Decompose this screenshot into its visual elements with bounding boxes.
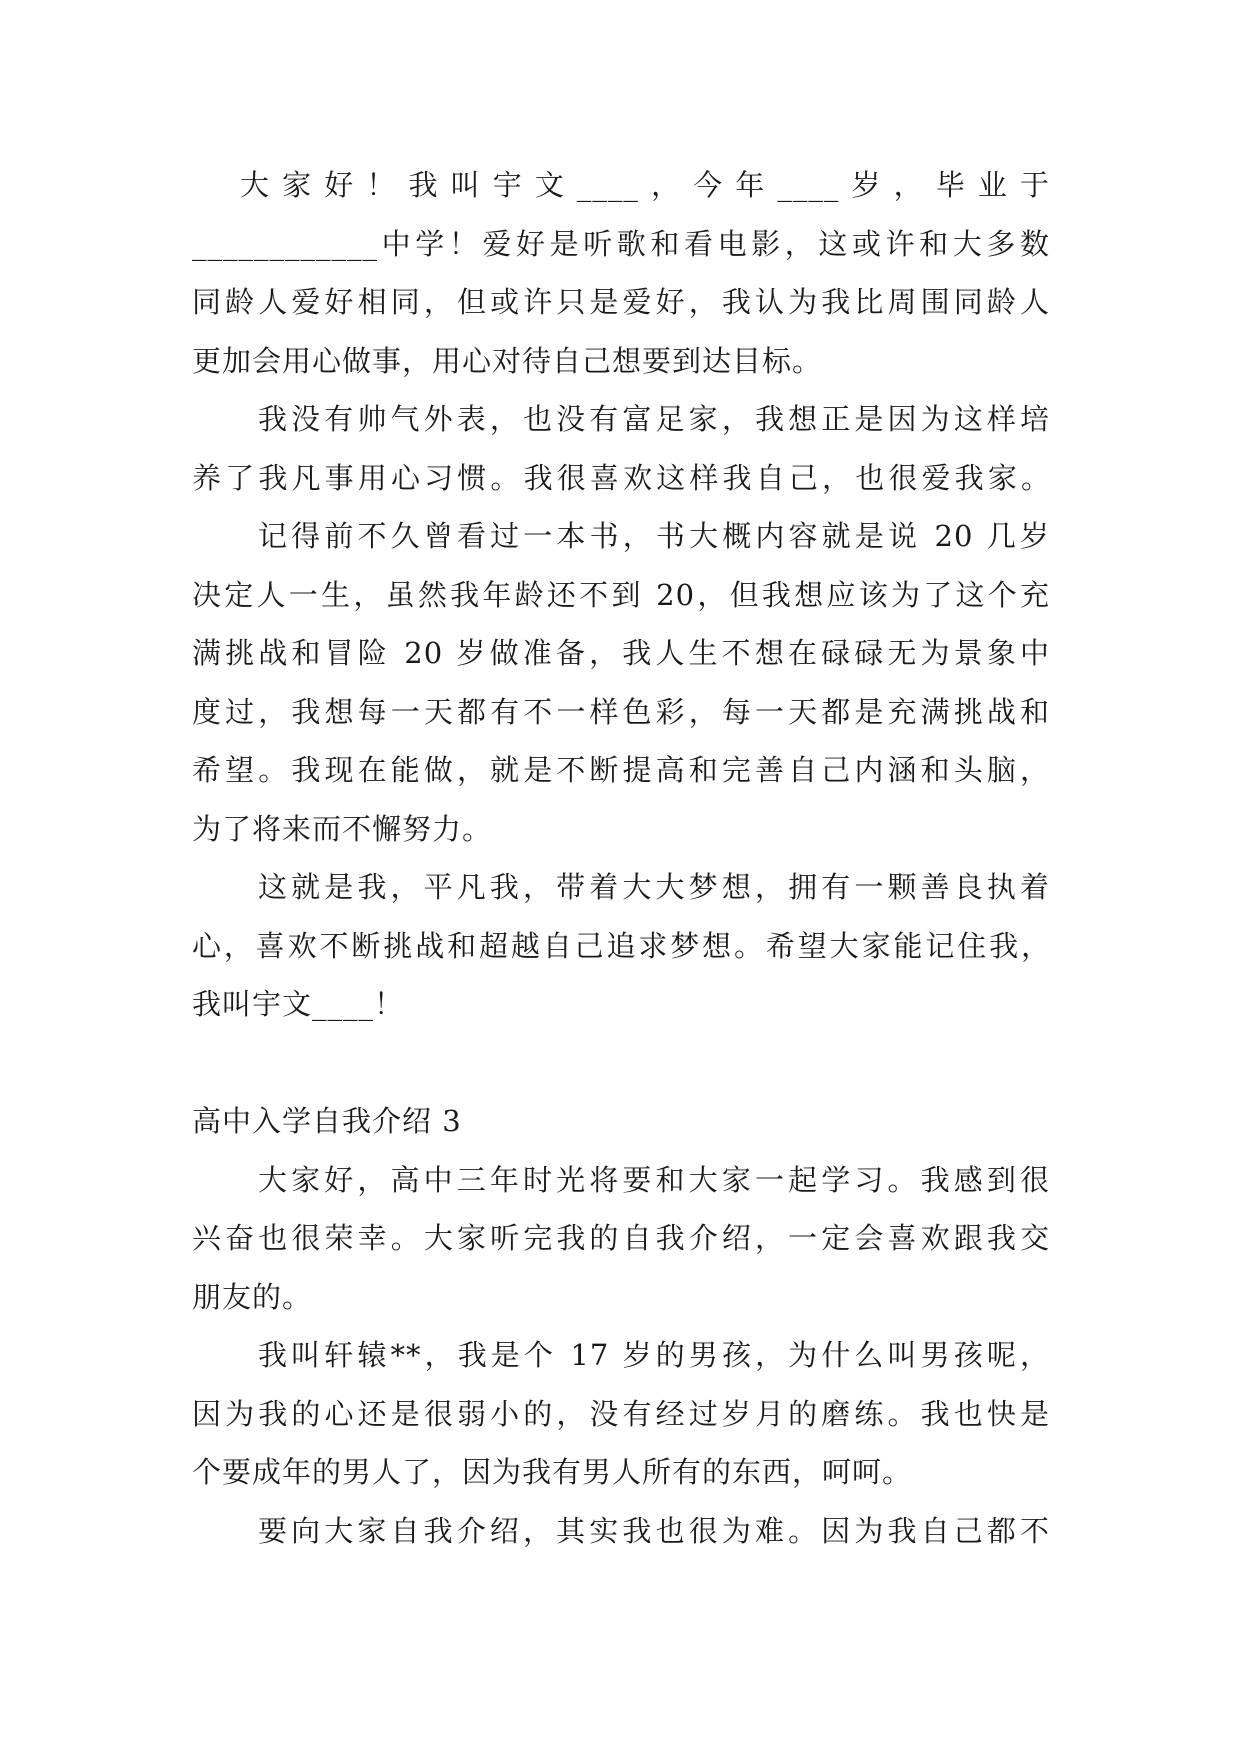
paragraph — [192, 858, 1050, 1034]
paragraph — [192, 1151, 1050, 1327]
paragraph — [192, 507, 1050, 858]
text-line: 这就是我，平凡我，带着大大梦想，拥有一颗善良执着 — [258, 870, 1050, 904]
section-title: 高中入学自我介绍 3 — [192, 1104, 462, 1138]
text-line: 我叫宇文____！ — [192, 987, 405, 1021]
text-line: 更加会用心做事，用心对待自己想要到达目标。 — [192, 343, 823, 378]
text-line: 因为我的心还是很弱小的，没有经过岁月的磨练。我也快是 — [192, 1396, 1050, 1431]
text-line: 兴奋也很荣幸。大家听完我的自我介绍，一定会喜欢跟我交 — [192, 1221, 1050, 1255]
text-line: 记得前不久曾看过一本书，书大概内容就是说 20 几岁 — [258, 519, 1050, 553]
text-line: 个要成年的男人了，因为我有男人所有的东西，呵呵。 — [192, 1455, 913, 1489]
paragraph — [192, 1326, 1050, 1502]
text-line: 为了将来而不懈努力。 — [192, 811, 493, 846]
text-line: 要向大家自我介绍，其实我也很为难。因为我自己都不 — [258, 1513, 1050, 1548]
text-line: 养了我凡事用心习惯。我很喜欢这样我自己，也很爱我家。 — [192, 460, 1050, 495]
text-line: 心，喜欢不断挑战和超越自己追求梦想。希望大家能记住我， — [192, 928, 1050, 963]
text-line: 朋友的。 — [192, 1279, 313, 1314]
section-gap — [192, 1034, 1050, 1093]
text-line: 希望。我现在能做，就是不断提高和完善自己内涵和头脑， — [192, 753, 1050, 787]
text-line: 我叫轩辕**，我是个 17 岁的男孩，为什么叫男孩呢， — [258, 1338, 1050, 1372]
document-body — [192, 156, 1050, 1560]
text-line: 满挑战和冒险 20 岁做准备，我人生不想在碌碌无为景象中 — [192, 636, 1050, 670]
text-line: 我没有帅气外表，也没有富足家，我想正是因为这样培 — [258, 402, 1050, 436]
text-line: 大家好！我叫宇文____，今年____岁，毕业于 — [240, 168, 1050, 202]
text-line: ____________中学！爱好是听歌和看电影，这或许和大多数 — [192, 226, 1050, 261]
paragraph — [192, 390, 1050, 507]
paragraph — [192, 156, 1050, 390]
text-line: 大家好，高中三年时光将要和大家一起学习。我感到很 — [258, 1162, 1050, 1197]
text-line: 决定人一生，虽然我年龄还不到 20，但我想应该为了这个充 — [192, 577, 1050, 612]
text-line: 同龄人爱好相同，但或许只是爱好，我认为我比周围同龄人 — [192, 285, 1050, 319]
paragraph — [192, 1502, 1050, 1561]
text-line: 度过，我想每一天都有不一样色彩，每一天都是充满挑战和 — [192, 694, 1050, 729]
